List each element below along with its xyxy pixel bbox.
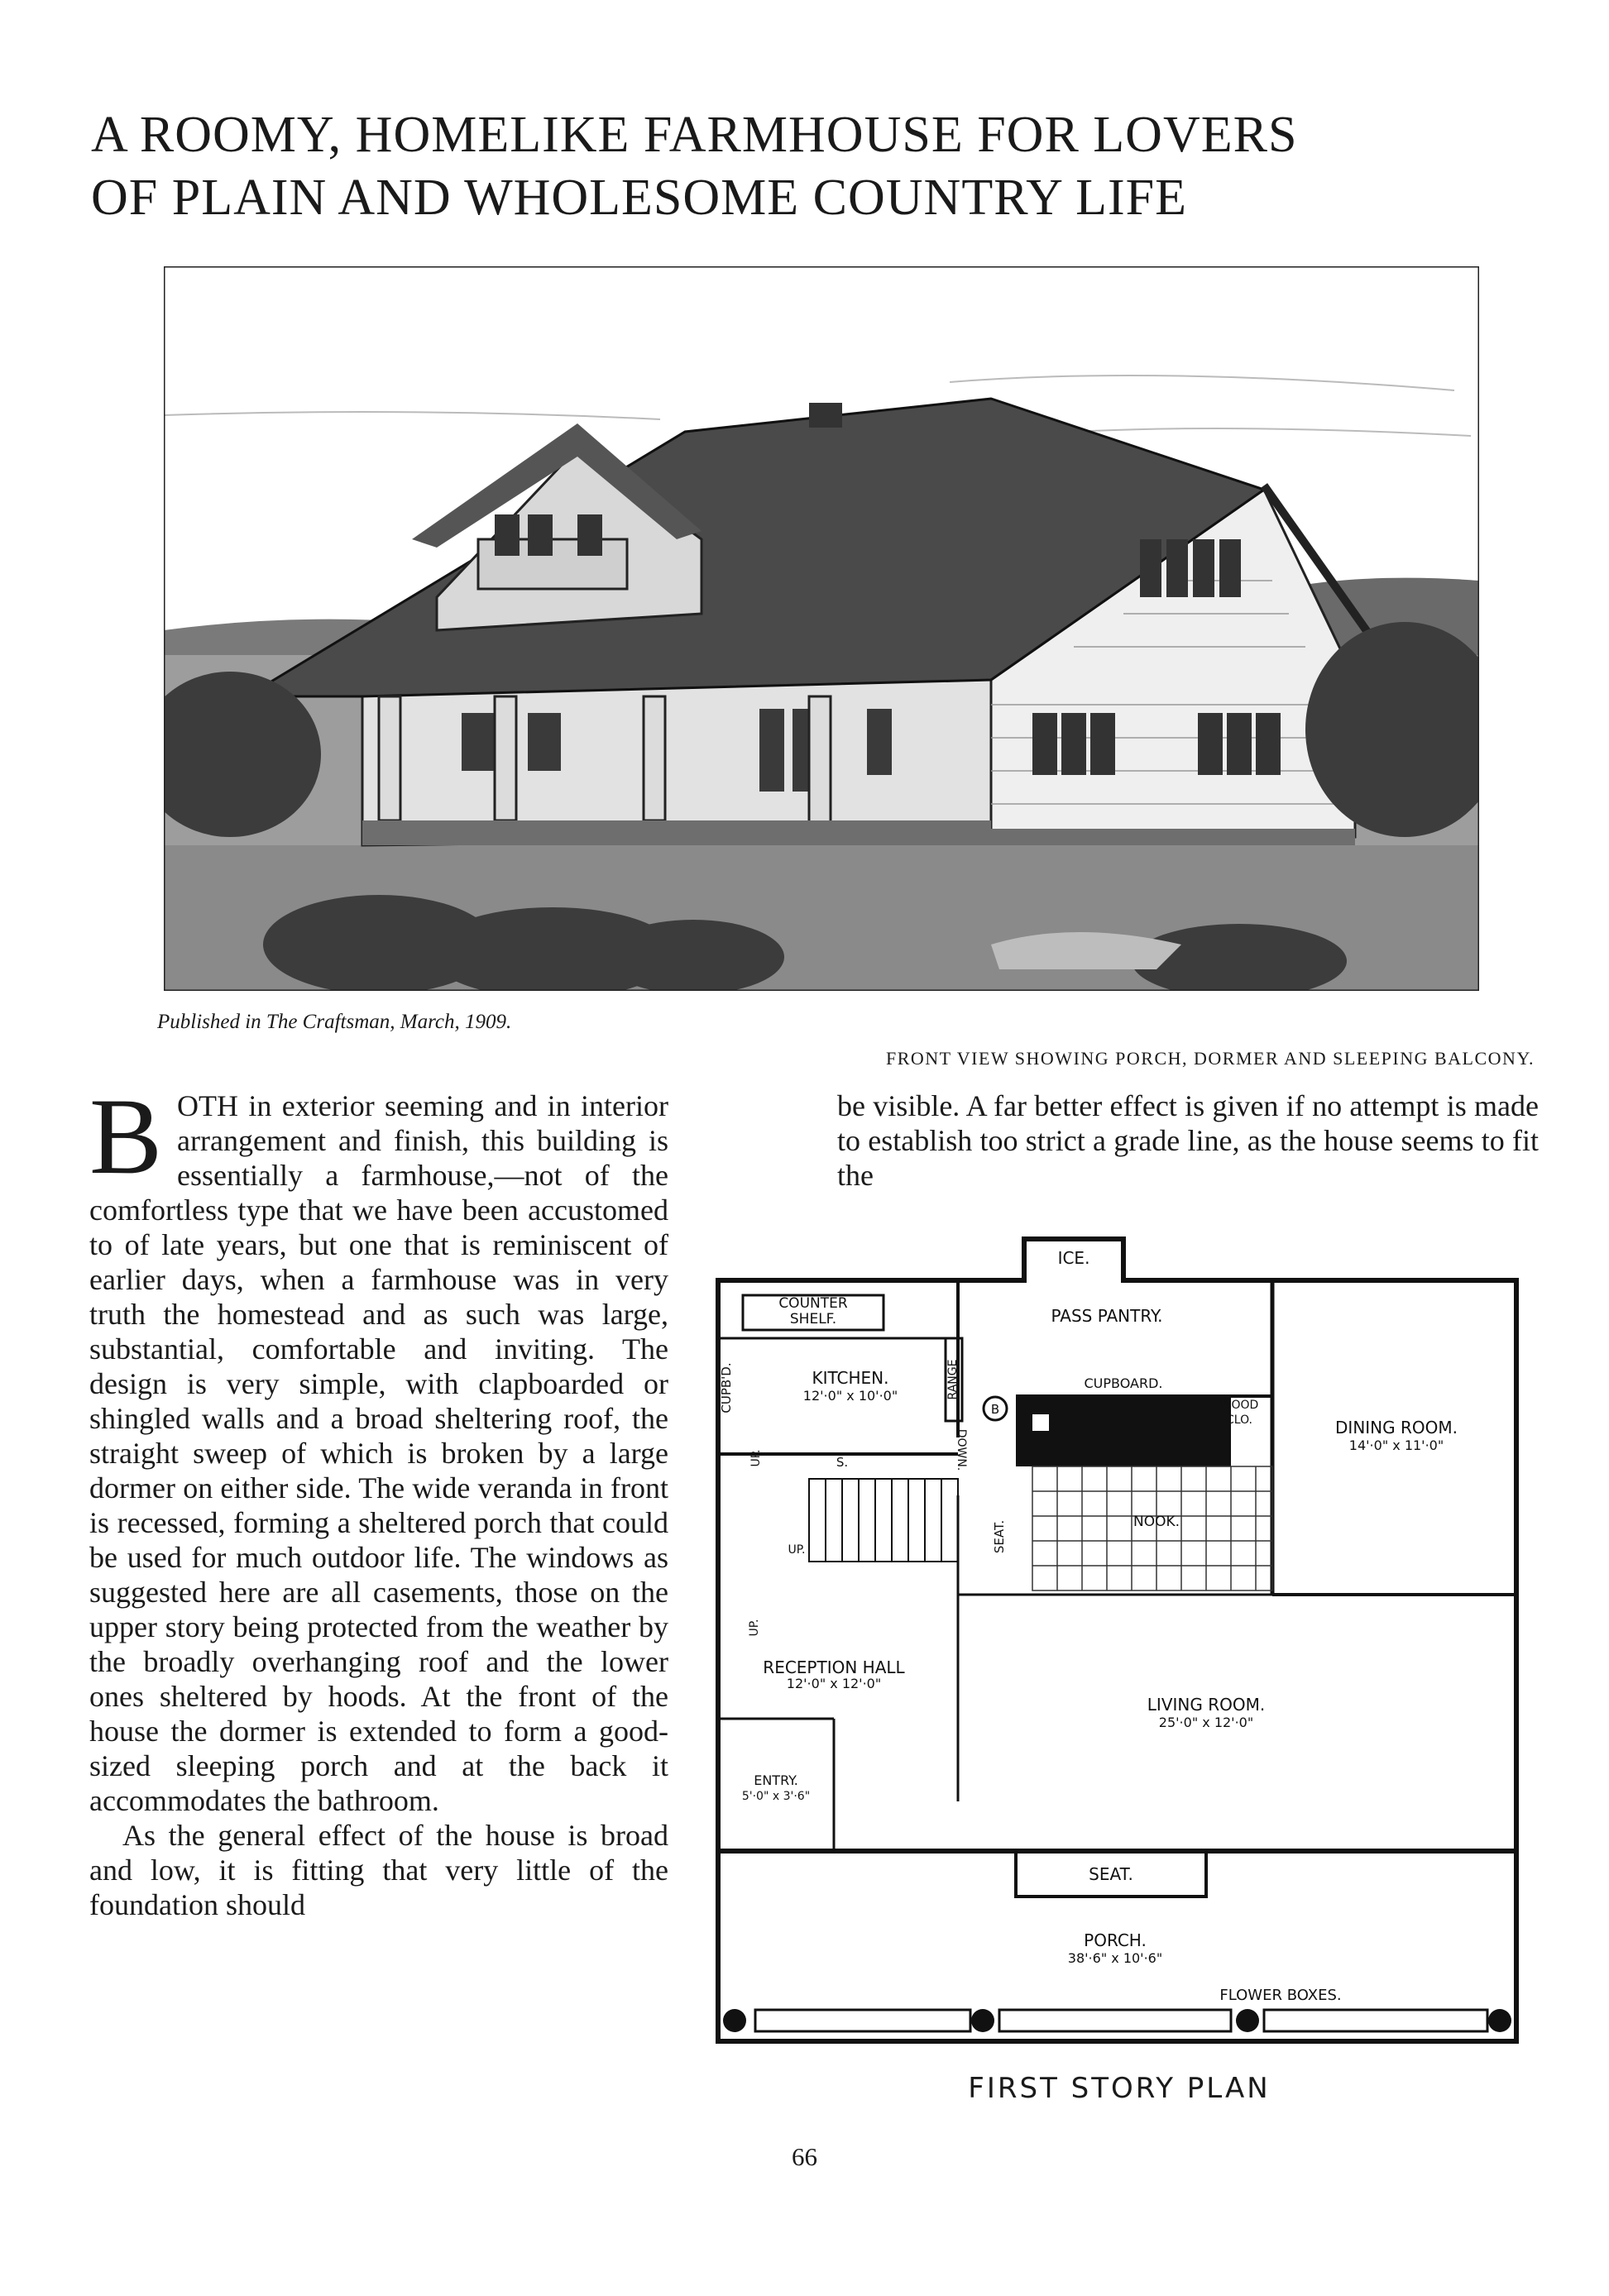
right-paragraph: be visible. A far better effect is given if no attempt is made to establish too strict a grade line, as the house seems to fit the [837, 1089, 1539, 1192]
label-reception-dim: 12'·0" x 12'·0" [786, 1676, 882, 1691]
first-story-plan [710, 1222, 1529, 2050]
label-dining-dim: 14'·0" x 11'·0" [1348, 1437, 1444, 1453]
label-counter-1: COUNTER [778, 1295, 848, 1312]
title-line-2: OF PLAIN AND WHOLESOME COUNTRY LIFE [91, 170, 1187, 226]
label-living-room: LIVING ROOM. [1147, 1695, 1266, 1715]
house-illustration [164, 266, 1479, 991]
label-sink: S. [836, 1455, 849, 1470]
label-dining-room: DINING ROOM. [1335, 1418, 1458, 1437]
paragraph-1-text: OTH in exterior seeming and in interior arrangement and finish, this building is essentially a farmhouse,—not of the comfortless type that we have been accustomed to of late years, but one that is reminiscent of earlier days, when a farmhouse was in very truth the homestead and as such was large, substantial, comfortable and inviting. The design is very simple, with clapboarded or shingled walls and a broad sheltering roof, the straight sweep of which is broken by a large dormer on either side. The wide veranda in front is recessed, forming a sheltered porch that could be used for much outdoor life. The windows as suggested here are all casements, those on the upper story being protected from the weather by the broadly overhanging roof and the lower ones sheltered by hoods. At the front of the house the dormer is extended to form a good-sized sleeping porch and at the back it accommodates the bathroom. [89, 1089, 668, 1817]
label-living-dim: 25'·0" x 12'·0" [1158, 1715, 1254, 1730]
published-note: Published in The Craftsman, March, 1909. [157, 1011, 512, 1033]
label-cupbd: CUPB'D. [719, 1362, 734, 1413]
label-reception-hall: RECEPTION HALL [763, 1657, 905, 1677]
drop-cap: B [89, 1075, 163, 1197]
article-title [91, 103, 1547, 229]
label-down: DOWN. [955, 1428, 968, 1471]
label-wood-2: CLO. [1226, 1413, 1252, 1427]
left-column [89, 1075, 668, 1922]
label-seat: SEAT. [1089, 1864, 1133, 1884]
label-boiler: B [990, 1402, 1000, 1417]
label-pass-pantry: PASS PANTRY. [1051, 1306, 1163, 1326]
paragraph-2: As the general effect of the house is broad and low, it is fitting that very little of the foundation should [89, 1819, 668, 1921]
label-entry: ENTRY. [754, 1772, 798, 1788]
right-column [837, 1088, 1539, 1193]
label-wood-1: WOOD [1219, 1399, 1259, 1412]
illustration-caption: FRONT VIEW SHOWING PORCH, DORMER AND SLEEPING BALCONY. [885, 1048, 1535, 1069]
label-entry-dim: 5'·0" x 3'·6" [741, 1790, 811, 1803]
label-kitchen-dim: 12'·0" x 10'·0" [802, 1388, 898, 1404]
label-flower-boxes: FLOWER BOXES. [1219, 1987, 1342, 2004]
label-up-1: UP. [749, 1449, 763, 1467]
paragraph-1 [89, 1075, 668, 1818]
label-seat-nook: SEAT. [992, 1519, 1007, 1554]
label-nook: NOOK. [1133, 1514, 1180, 1530]
label-kitchen: KITCHEN. [812, 1368, 889, 1388]
label-up-2: UP. [788, 1543, 806, 1557]
label-porch: PORCH. [1084, 1930, 1147, 1950]
plan-title: FIRST STORY PLAN [968, 2072, 1271, 2105]
title-line-1: A ROOMY, HOMELIKE FARMHOUSE FOR LOVERS [91, 107, 1298, 163]
label-counter-2: SHELF. [789, 1311, 837, 1327]
label-porch-dim: 38'·6" x 10'·6" [1067, 1950, 1163, 1966]
page-number: 66 [792, 2142, 817, 2171]
label-cupboard: CUPBOARD. [1084, 1375, 1163, 1391]
label-up-3: UP. [748, 1619, 761, 1637]
label-ice: ICE. [1057, 1248, 1090, 1268]
label-range: RANGE [946, 1359, 960, 1400]
